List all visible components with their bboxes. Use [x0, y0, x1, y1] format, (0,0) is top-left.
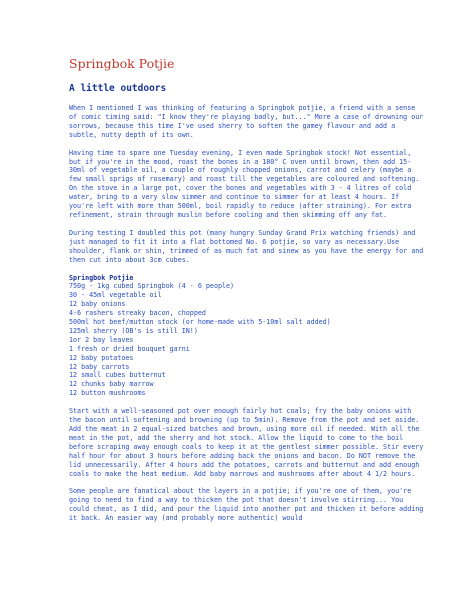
method-paragraph: Start with a well-seasoned pot over enough fairly hot coals; fry the baby onions with the bacon until softening and browning (up to 5min). Remove from the pot and set aside. Add the meat in 2 equal-sized batches and brown, using more oil if needed. With all the meat in the pot, add the sherry and hot stock. Allow the liquid to come to the boil before scraping away enough coals to keep it at the gentlest simmer possible. Stir every half hour for about 3 hours before adding back the onions and bacon. Do NOT remove the lid unnecessarily. After 4 hours add the potatoes, carrots and butternut and add enough coals to make the heat medium. Add baby marrows and mushrooms after about 4 1/2 hours. — [69, 407, 424, 478]
ingredient-item: 750g - 1kg cubed Springbok (4 - 6 people) — [69, 282, 235, 291]
layers-paragraph: Some people are fanatical about the layers in a potjie; if you're one of them, you're going to need to find a way to thicken the pot that doesn't involve stirring... You could cheat, as I did, and pour the liquid into another pot and thicken it before adding it back. An easier way (and probably more authentic) would — [69, 487, 424, 523]
stock-paragraph: Having time to spare one Tuesday evening, I even made Springbok stock! Not essential, but if you're in the mood, roast the bones in a 180° C oven until brown, then add 15-30ml of vegetable oil, a couple of roughly chopped onions, carrot and celery (maybe a few small sprigs of rosemary) and roast till the vegetables are coloured and softening. On the stove in a large pot, cover the bones and vegetables with 3 - 4 litres of cold water, bring to a very slow simmer and continue to simmer for at least 4 hours. If you're left with more than 500ml, boil rapidly to reduce (after straining). For extra refinement, strain through muslin before cooling and then skimming off any fat. — [69, 148, 420, 219]
ingredient-item: 12 button mushrooms — [69, 389, 146, 398]
ingredient-item: 500ml hot beef/mutton stock (or home-made with 5-10ml salt added) — [69, 318, 331, 327]
ingredients-heading: Springbok Potjie — [69, 273, 134, 282]
ingredient-item: 12 baby potatoes — [69, 353, 134, 362]
ingredient-item: 1 fresh or dried bouquet garni — [69, 344, 190, 353]
ingredients-list — [69, 274, 426, 399]
ingredient-item: 12 small cubes butternut — [69, 371, 166, 380]
section-subtitle: A little outdoors — [69, 83, 167, 94]
ingredient-item: 4-6 rashers streaky bacon, chopped — [69, 309, 206, 318]
ingredient-item: 12 chunks baby marrow — [69, 380, 154, 389]
page-title: Springbok Potjie — [69, 56, 175, 71]
ingredient-item: 1or 2 bay leaves — [69, 335, 134, 344]
ingredient-item: 12 baby onions — [69, 300, 126, 309]
ingredient-item: 125ml sherry (OB's is still IN!) — [69, 326, 198, 335]
ingredient-item: 30 - 45ml vegetable oil — [69, 291, 162, 300]
ingredient-item: 12 baby carrots — [69, 362, 130, 371]
intro-paragraph: When I mentioned I was thinking of featuring a Springbok potjie, a friend with a sense of comic timing said: "I know they're playing badly, but..." More a case of drowning our sorrows, because this time I've used sherry to soften the gamey flavour and add a subtle, nutty depth of its own. — [69, 104, 424, 139]
testing-paragraph: During testing I doubled this pot (many hungry Sunday Grand Prix watching friends) and just managed to fit it into a flat bottomed No. 6 potjie, so vary as necessary.Use shoulder, flank or shin, trimmed of as much fat and sinew as you have the energy for and then cut into about 3cm cubes. — [69, 228, 424, 264]
